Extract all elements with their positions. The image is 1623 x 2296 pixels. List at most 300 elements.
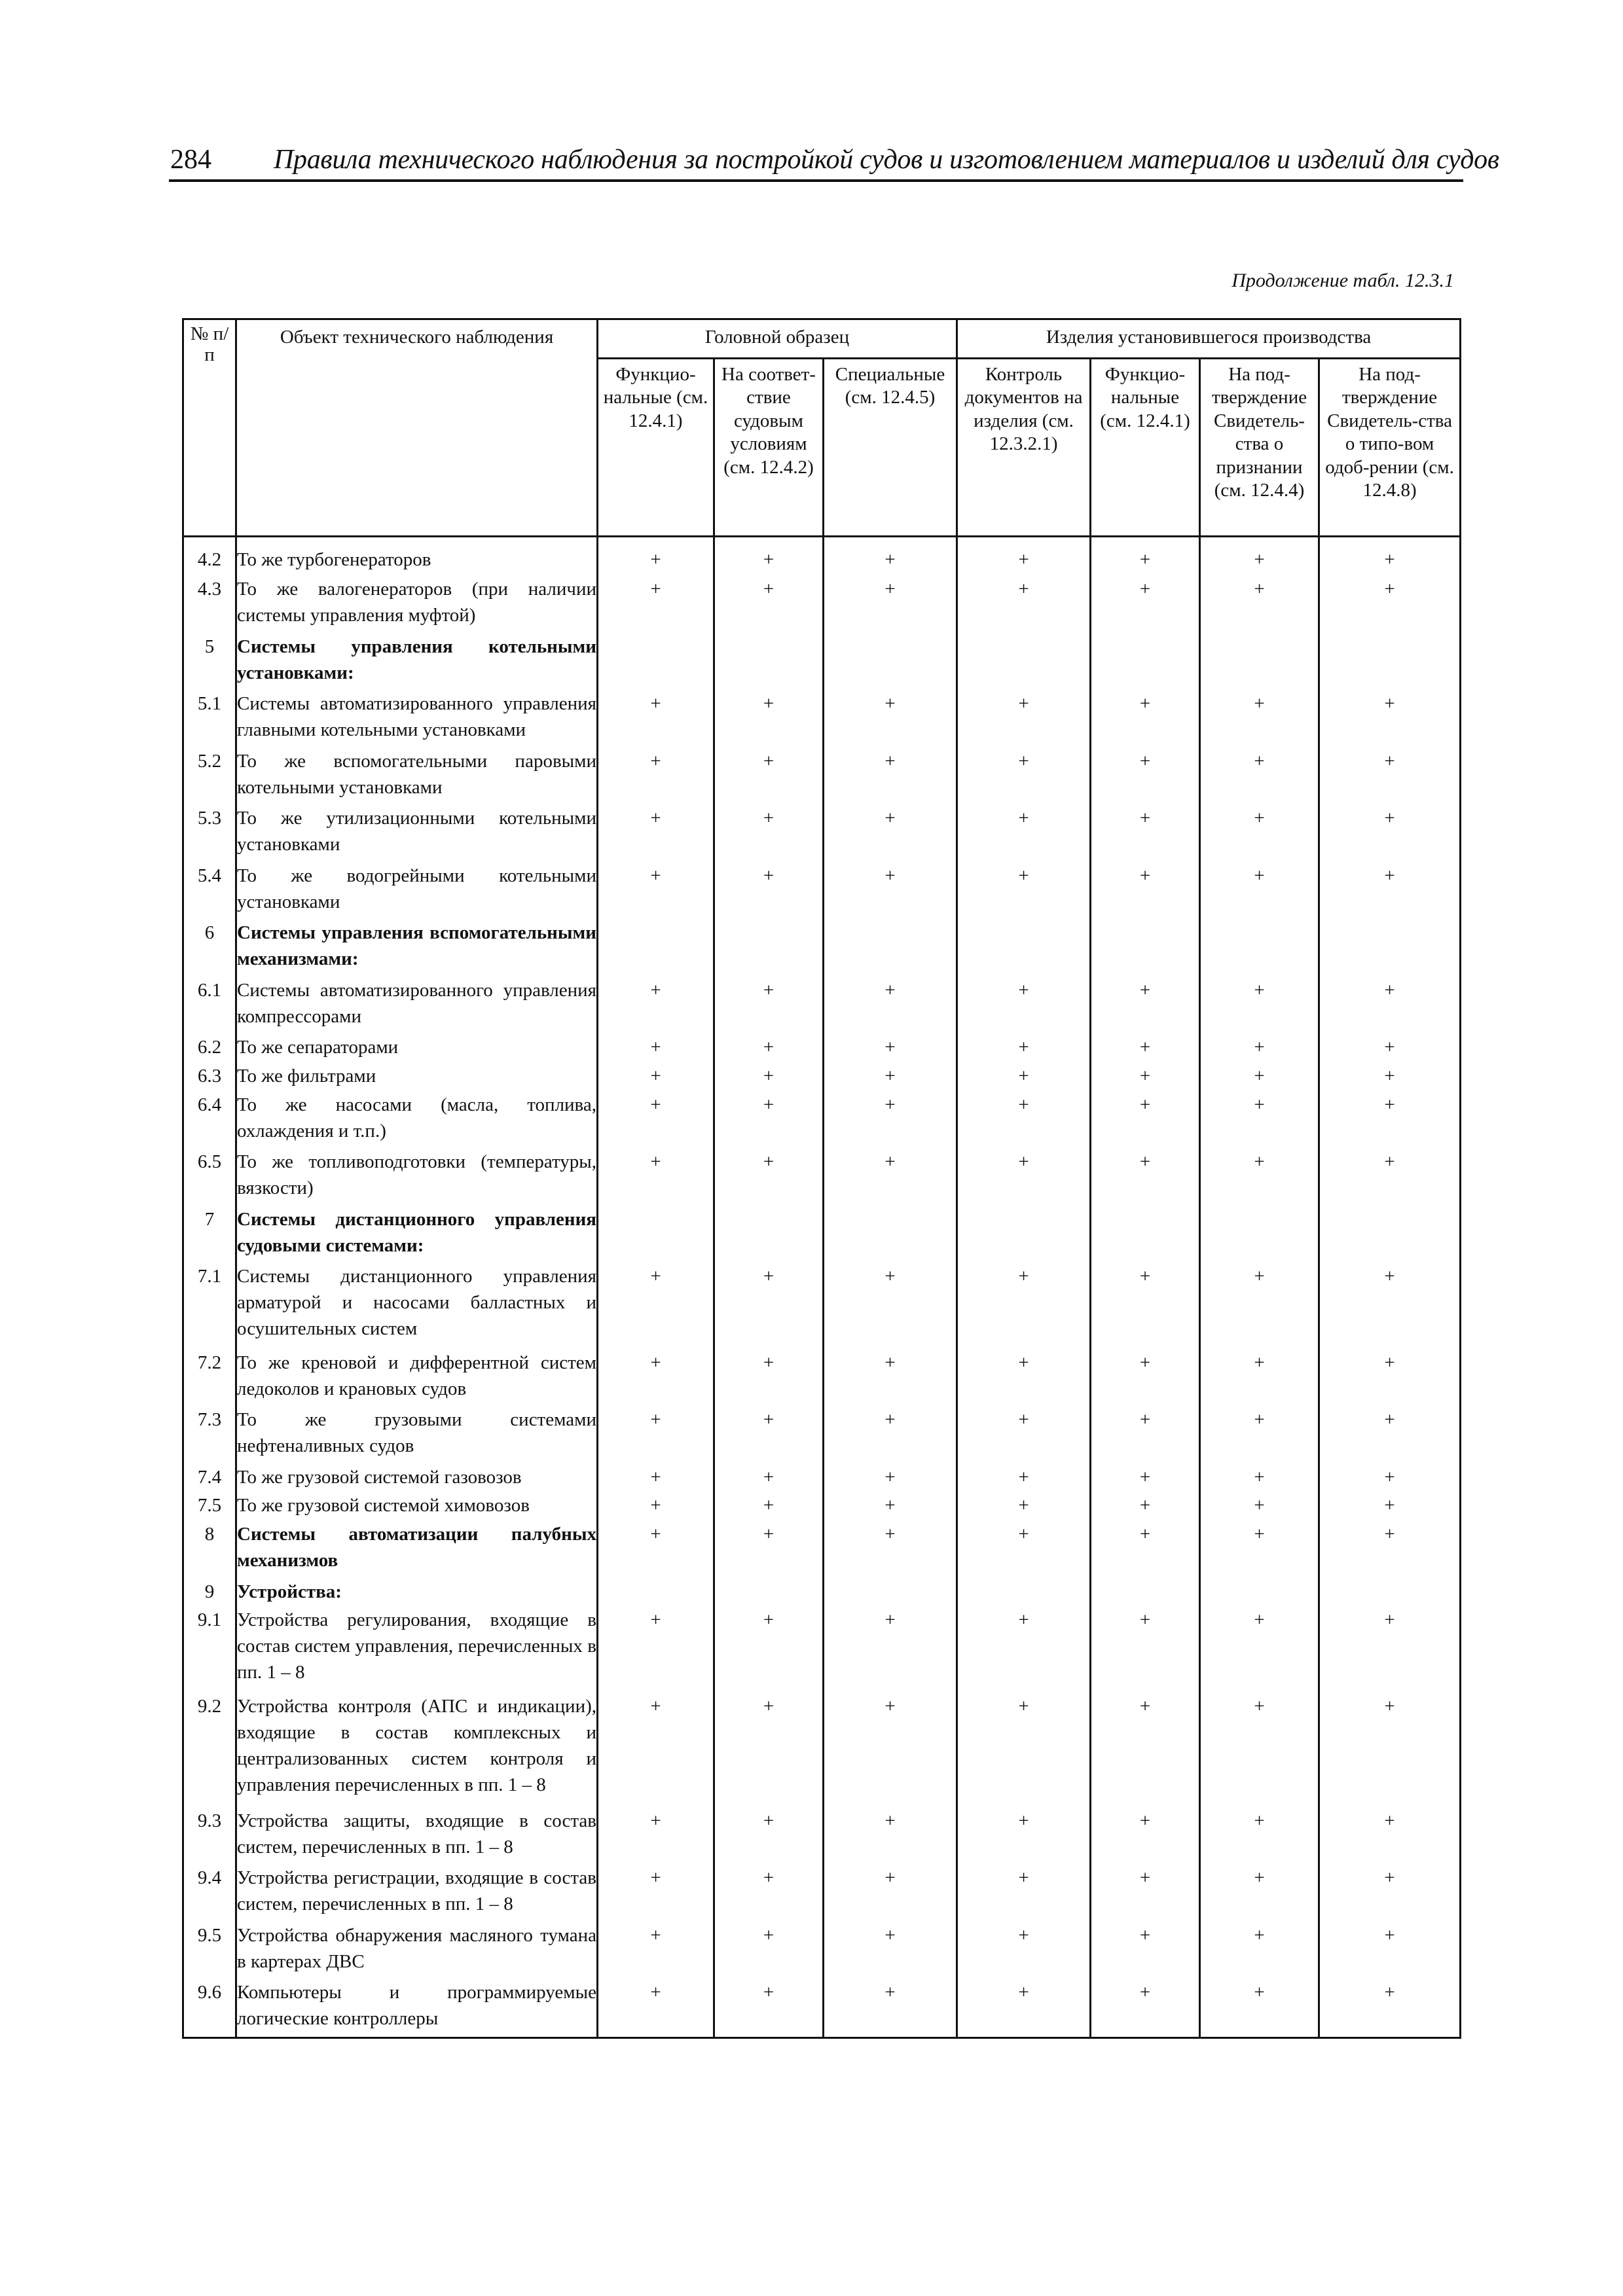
row-mark: + (1319, 537, 1461, 577)
row-object-text (236, 1092, 598, 1149)
row-mark: + (957, 748, 1091, 806)
row-mark: + (598, 576, 714, 634)
row-object-text (236, 1607, 598, 1693)
row-mark: + (598, 1350, 714, 1407)
row-mark (1091, 920, 1200, 977)
sub-column-header: На под-тверждение Свидетель-ства о признании (см. 12.4.4) (1200, 359, 1319, 537)
row-mark: + (957, 1979, 1091, 2037)
row-number: 5.1 (183, 691, 236, 748)
row-mark (957, 1579, 1091, 1607)
empty-cell (1200, 2037, 1319, 2038)
row-mark: + (1200, 1063, 1319, 1092)
row-mark: + (957, 1492, 1091, 1521)
row-mark: + (1319, 1149, 1461, 1206)
row-mark: + (824, 691, 957, 748)
sub-column-header: Функцио-нальные (см. 12.4.1) (1091, 359, 1200, 537)
row-mark: + (957, 805, 1091, 863)
section-heading-text: Системы автоматизации палубных механизмов (237, 1524, 596, 1571)
page-header (169, 139, 1499, 182)
row-mark: + (957, 691, 1091, 748)
row-mark (1319, 1579, 1461, 1607)
object-text: Устройства регистрации, входящие в состав систем, перечисленных в пп. 1 – 8 (237, 1867, 596, 1915)
row-mark (957, 634, 1091, 691)
object-text: Устройства контроля (АПС и индикации), входящие в состав комплексных и централизованных систем контроля и управления перечисленных в пп. 1 – 8 (237, 1695, 596, 1795)
row-mark: + (1091, 1979, 1200, 2037)
object-text: То же креновой и дифферентной систем ледоколов и крановых судов (237, 1352, 596, 1399)
row-mark: + (1200, 576, 1319, 634)
row-mark: + (824, 576, 957, 634)
row-number: 9.4 (183, 1865, 236, 1922)
row-mark: + (1319, 748, 1461, 806)
column-header-object: Объект технического наблюдения (236, 319, 598, 537)
object-text: Устройства обнаружения масляного тумана в картерах ДВС (237, 1924, 596, 1972)
row-mark (714, 1579, 824, 1607)
row-object-text (236, 1263, 598, 1349)
row-mark: + (598, 863, 714, 920)
row-mark: + (1200, 1350, 1319, 1407)
row-object-text (236, 1865, 598, 1922)
row-mark: + (1091, 1149, 1200, 1206)
row-mark (1091, 634, 1200, 691)
row-number: 9.2 (183, 1693, 236, 1808)
row-mark (598, 1579, 714, 1607)
row-mark: + (824, 1979, 957, 2037)
row-mark: + (1319, 805, 1461, 863)
row-mark: + (1200, 1979, 1319, 2037)
empty-cell (824, 2037, 957, 2038)
sub-column-header: На соответ-ствие судовым условиям (см. 12.4.2) (714, 359, 824, 537)
object-text: То же грузовыми системами нефтеналивных судов (237, 1409, 596, 1457)
row-mark: + (714, 1979, 824, 2037)
row-mark: + (1319, 863, 1461, 920)
row-mark (1091, 1206, 1200, 1264)
row-number: 6.1 (183, 977, 236, 1035)
group-header-serial-production: Изделия установившегося производства (957, 319, 1461, 359)
row-mark: + (957, 537, 1091, 577)
row-number: 4.2 (183, 537, 236, 577)
row-mark: + (1091, 1034, 1200, 1063)
row-mark: + (714, 1922, 824, 1980)
row-mark: + (1200, 1263, 1319, 1349)
row-mark: + (598, 1492, 714, 1521)
row-mark: + (714, 1693, 824, 1808)
row-mark: + (714, 1407, 824, 1464)
row-mark: + (714, 1263, 824, 1349)
row-mark: + (598, 1607, 714, 1693)
row-mark: + (1319, 1092, 1461, 1149)
row-mark: + (824, 1693, 957, 1808)
row-object-text (236, 576, 598, 634)
empty-cell (598, 2037, 714, 2038)
empty-cell (1091, 2037, 1200, 2038)
sub-column-header: Контроль документов на изделия (см. 12.3.2.1) (957, 359, 1091, 537)
row-mark: + (824, 1865, 957, 1922)
row-mark: + (824, 863, 957, 920)
row-mark: + (1091, 805, 1200, 863)
row-mark: + (1200, 863, 1319, 920)
row-number: 9.5 (183, 1922, 236, 1980)
table-row (183, 977, 1461, 1035)
row-mark: + (824, 1922, 957, 1980)
table-row (183, 920, 1461, 977)
object-text: То же турбогенераторов (237, 549, 431, 570)
object-text: То же насосами (масла, топлива, охлаждения и т.п.) (237, 1094, 596, 1141)
row-object-text (236, 1464, 598, 1493)
table-continuation-label: Продолжение табл. 12.3.1 (1231, 270, 1454, 291)
row-mark: + (824, 1492, 957, 1521)
row-mark: + (714, 1492, 824, 1521)
row-mark: + (598, 1092, 714, 1149)
object-text: То же валогенераторов (при наличии системы управления муфтой) (237, 579, 596, 626)
row-mark: + (824, 1464, 957, 1493)
row-mark: + (598, 1464, 714, 1493)
row-mark: + (714, 805, 824, 863)
row-number: 7.4 (183, 1464, 236, 1493)
row-mark (957, 1206, 1091, 1264)
row-object-text (236, 691, 598, 748)
row-number: 6.2 (183, 1034, 236, 1063)
row-number: 7.1 (183, 1263, 236, 1349)
row-mark: + (824, 1350, 957, 1407)
row-mark: + (714, 1808, 824, 1865)
table-row (183, 863, 1461, 920)
object-text: То же грузовой системой газовозов (237, 1466, 522, 1488)
row-object-text (236, 1149, 598, 1206)
row-mark: + (598, 1263, 714, 1349)
row-mark: + (714, 1464, 824, 1493)
row-mark: + (714, 1063, 824, 1092)
row-number: 7.3 (183, 1407, 236, 1464)
row-object-text (236, 748, 598, 806)
row-mark: + (714, 576, 824, 634)
row-mark (598, 920, 714, 977)
row-mark: + (598, 1865, 714, 1922)
object-text: То же водогрейными котельными установками (237, 865, 596, 912)
table-row (183, 1063, 1461, 1092)
row-mark: + (598, 1808, 714, 1865)
row-number: 4.3 (183, 576, 236, 634)
row-mark: + (824, 1034, 957, 1063)
row-mark (598, 1206, 714, 1264)
table-row (183, 1407, 1461, 1464)
row-mark: + (957, 1034, 1091, 1063)
row-mark: + (1200, 1149, 1319, 1206)
row-mark (714, 634, 824, 691)
table-row (183, 1979, 1461, 2037)
row-mark: + (1091, 863, 1200, 920)
row-object-text (236, 1407, 598, 1464)
row-number: 5.4 (183, 863, 236, 920)
row-mark: + (598, 977, 714, 1035)
row-mark: + (1091, 1407, 1200, 1464)
row-object-text (236, 1922, 598, 1980)
row-mark: + (1091, 1492, 1200, 1521)
object-text: Устройства регулирования, входящие в состав систем управления, перечисленных в пп. 1 – 8 (237, 1609, 596, 1683)
row-mark: + (1091, 1521, 1200, 1579)
row-mark: + (714, 1350, 824, 1407)
section-heading-text: Системы дистанционного управления судовыми системами: (237, 1208, 596, 1256)
row-number: 5.2 (183, 748, 236, 806)
row-mark: + (957, 1063, 1091, 1092)
object-text: То же фильтрами (237, 1066, 376, 1087)
table-row (183, 1607, 1461, 1693)
object-text: То же сепараторами (237, 1037, 399, 1058)
row-mark: + (957, 1693, 1091, 1808)
row-mark: + (598, 1063, 714, 1092)
row-mark: + (1091, 1263, 1200, 1349)
row-mark: + (598, 805, 714, 863)
section-heading-text: Системы управления вспомогательными механизмами: (237, 922, 596, 970)
row-mark: + (1091, 537, 1200, 577)
table-row (183, 1865, 1461, 1922)
object-text: Системы автоматизированного управления главными котельными установками (237, 693, 596, 741)
row-mark: + (824, 748, 957, 806)
row-mark: + (1091, 1693, 1200, 1808)
row-number: 7 (183, 1206, 236, 1264)
row-mark: + (1319, 1034, 1461, 1063)
row-mark: + (1319, 1464, 1461, 1493)
row-mark: + (598, 1407, 714, 1464)
row-mark: + (598, 748, 714, 806)
table-row (183, 748, 1461, 806)
row-mark: + (1200, 1464, 1319, 1493)
row-mark: + (1091, 1808, 1200, 1865)
row-mark (824, 634, 957, 691)
row-number: 9 (183, 1579, 236, 1607)
row-mark: + (1200, 691, 1319, 748)
column-header-number: № п/п (183, 319, 236, 537)
row-number: 5 (183, 634, 236, 691)
row-mark (957, 920, 1091, 977)
group-header-head-sample: Головной образец (598, 319, 957, 359)
row-object-text (236, 920, 598, 977)
row-mark: + (598, 1521, 714, 1579)
row-number: 9.1 (183, 1607, 236, 1693)
row-mark: + (1091, 1464, 1200, 1493)
row-mark: + (714, 1607, 824, 1693)
row-object-text (236, 1063, 598, 1092)
row-mark: + (824, 1263, 957, 1349)
row-mark: + (824, 1521, 957, 1579)
page-number: 284 (170, 145, 211, 175)
row-object-text (236, 1979, 598, 2037)
row-number: 6.4 (183, 1092, 236, 1149)
row-mark: + (1319, 1979, 1461, 2037)
table-row (183, 1092, 1461, 1149)
row-object-text (236, 1808, 598, 1865)
row-mark: + (714, 863, 824, 920)
row-mark: + (1200, 1865, 1319, 1922)
table-row (183, 1808, 1461, 1865)
row-object-text (236, 1693, 598, 1808)
object-text: То же утилизационными котельными установками (237, 808, 596, 855)
row-object-text (236, 977, 598, 1035)
row-mark: + (1319, 691, 1461, 748)
row-mark: + (1091, 977, 1200, 1035)
running-title: Правила технического наблюдения за постройкой судов и изготовлением материалов и изделий для судов (274, 145, 1499, 175)
object-text: Компьютеры и программируемые логические контроллеры (237, 1982, 596, 2030)
row-mark (714, 1206, 824, 1264)
row-mark: + (598, 1979, 714, 2037)
object-text: То же грузовой системой химовозов (237, 1495, 530, 1516)
object-text: Устройства защиты, входящие в состав систем, перечисленных в пп. 1 – 8 (237, 1810, 596, 1857)
row-mark: + (1091, 1922, 1200, 1980)
table-filler-row (183, 2037, 1461, 2038)
row-mark: + (714, 748, 824, 806)
row-object-text (236, 863, 598, 920)
row-mark: + (1200, 748, 1319, 806)
table-row (183, 805, 1461, 863)
row-mark: + (1319, 1407, 1461, 1464)
table-row (183, 537, 1461, 577)
row-mark: + (1319, 1350, 1461, 1407)
table-row (183, 1922, 1461, 1980)
row-number: 9.3 (183, 1808, 236, 1865)
row-mark (824, 920, 957, 977)
row-mark: + (1091, 1865, 1200, 1922)
row-mark (1319, 920, 1461, 977)
table-row (183, 634, 1461, 691)
row-object-text (236, 1206, 598, 1264)
table-row (183, 576, 1461, 634)
row-object-text (236, 1350, 598, 1407)
row-mark: + (714, 1865, 824, 1922)
table-row (183, 1492, 1461, 1521)
row-mark: + (598, 537, 714, 577)
row-mark (1200, 634, 1319, 691)
row-mark: + (824, 1063, 957, 1092)
table-row (183, 1206, 1461, 1264)
row-number: 6.3 (183, 1063, 236, 1092)
row-mark: + (714, 1034, 824, 1063)
row-mark: + (1319, 1263, 1461, 1349)
row-object-text (236, 1579, 598, 1607)
row-mark: + (1319, 1922, 1461, 1980)
object-text: Системы автоматизированного управления компрессорами (237, 979, 596, 1027)
row-mark: + (714, 977, 824, 1035)
row-mark (1319, 634, 1461, 691)
row-mark (1319, 1206, 1461, 1264)
row-number: 6 (183, 920, 236, 977)
row-mark: + (1319, 977, 1461, 1035)
row-mark: + (1319, 1063, 1461, 1092)
row-mark: + (1200, 1607, 1319, 1693)
row-mark: + (598, 1922, 714, 1980)
table-row (183, 691, 1461, 748)
row-object-text (236, 1521, 598, 1579)
row-mark: + (1091, 691, 1200, 748)
section-heading-text: Системы управления котельными установками: (237, 636, 596, 683)
row-mark: + (1200, 1407, 1319, 1464)
row-object-text (236, 537, 598, 577)
row-number: 8 (183, 1521, 236, 1579)
empty-cell (183, 2037, 236, 2038)
row-mark: + (1200, 1492, 1319, 1521)
sub-column-header: Специальные (см. 12.4.5) (824, 359, 957, 537)
row-object-text (236, 634, 598, 691)
sub-column-header: На под-тверждение Свидетель-ства о типо-вом одоб-рении (см. 12.4.8) (1319, 359, 1461, 537)
row-mark: + (957, 1149, 1091, 1206)
table-row (183, 1034, 1461, 1063)
row-mark: + (598, 1693, 714, 1808)
row-object-text (236, 805, 598, 863)
row-mark: + (957, 863, 1091, 920)
row-number: 9.6 (183, 1979, 236, 2037)
row-mark: + (957, 977, 1091, 1035)
row-mark: + (1200, 1808, 1319, 1865)
row-mark: + (1091, 748, 1200, 806)
object-text: То же вспомогательными паровыми котельными установками (237, 750, 596, 798)
row-mark: + (1319, 576, 1461, 634)
row-number: 7.2 (183, 1350, 236, 1407)
section-heading-text: Устройства: (237, 1581, 342, 1602)
row-mark: + (1319, 1607, 1461, 1693)
table-row (183, 1263, 1461, 1349)
row-object-text (236, 1034, 598, 1063)
row-number: 5.3 (183, 805, 236, 863)
row-mark: + (1200, 805, 1319, 863)
row-mark: + (1091, 1092, 1200, 1149)
row-mark: + (598, 1034, 714, 1063)
row-mark: + (1319, 1492, 1461, 1521)
row-mark: + (598, 1149, 714, 1206)
row-mark: + (957, 1263, 1091, 1349)
row-mark: + (1091, 1063, 1200, 1092)
row-mark: + (714, 1092, 824, 1149)
table-row (183, 1521, 1461, 1579)
row-mark: + (1200, 1521, 1319, 1579)
row-mark: + (714, 1149, 824, 1206)
row-mark: + (1319, 1693, 1461, 1808)
row-mark: + (824, 1149, 957, 1206)
row-mark: + (824, 1808, 957, 1865)
row-mark: + (957, 1808, 1091, 1865)
row-mark: + (1200, 537, 1319, 577)
row-mark: + (1200, 1693, 1319, 1808)
row-mark (1091, 1579, 1200, 1607)
row-mark: + (957, 1407, 1091, 1464)
row-number: 6.5 (183, 1149, 236, 1206)
row-mark (1200, 920, 1319, 977)
table-row (183, 1464, 1461, 1493)
row-mark: + (957, 1521, 1091, 1579)
row-object-text (236, 1492, 598, 1521)
table-row (183, 1149, 1461, 1206)
table-row (183, 1579, 1461, 1607)
object-text: То же топливоподготовки (температуры, вязкости) (237, 1151, 596, 1199)
row-mark: + (824, 1407, 957, 1464)
row-mark (824, 1579, 957, 1607)
row-mark: + (824, 805, 957, 863)
row-mark: + (1319, 1808, 1461, 1865)
object-text: Системы дистанционного управления арматурой и насосами балластных и осушительных систем (237, 1266, 596, 1340)
row-number: 7.5 (183, 1492, 236, 1521)
row-mark: + (957, 1865, 1091, 1922)
row-mark: + (957, 1350, 1091, 1407)
row-mark: + (1091, 1607, 1200, 1693)
row-mark: + (957, 576, 1091, 634)
empty-cell (1319, 2037, 1461, 2038)
row-mark (1200, 1579, 1319, 1607)
row-mark (598, 634, 714, 691)
row-mark: + (714, 537, 824, 577)
empty-cell (957, 2037, 1091, 2038)
row-mark: + (957, 1922, 1091, 1980)
row-mark: + (714, 691, 824, 748)
inspection-table (182, 318, 1461, 2039)
row-mark: + (1200, 977, 1319, 1035)
row-mark: + (957, 1092, 1091, 1149)
